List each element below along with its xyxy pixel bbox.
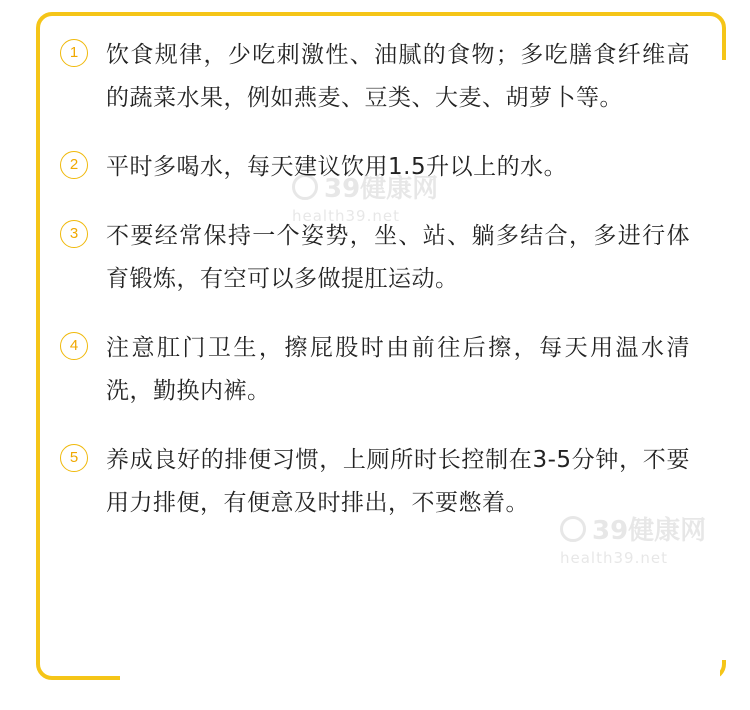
watermark-url-text: health39.net [292,207,400,225]
watermark-url-text: health39.net [560,549,668,567]
list-item-text: 饮食规律，少吃刺激性、油腻的食物；多吃膳食纤维高的蔬菜水果，例如燕麦、豆类、大麦、胡萝卜等。 [106,42,690,111]
list-item-number: 5 [60,444,88,472]
list-item-number: 4 [60,332,88,360]
list-item [60,439,690,525]
list-item [60,146,690,189]
list-item-text: 不要经常保持一个姿势，坐、站、躺多结合，多进行体育锻炼，有空可以多做提肛运动。 [106,223,690,292]
advice-list [60,34,690,525]
list-item [60,327,690,413]
watermark-brand-text: 39健康网 [592,516,707,546]
frame-gap-right [706,60,732,660]
frame-gap-bottom [120,664,720,690]
list-item [60,215,690,301]
list-item-number: 3 [60,220,88,248]
list-item-number: 1 [60,39,88,67]
list-item-text: 注意肛门卫生，擦屁股时由前往后擦，每天用温水清洗，勤换内裤。 [106,335,690,404]
list-item [60,34,690,120]
list-item-number: 2 [60,151,88,179]
watermark-brand-text: 39健康网 [324,174,439,204]
list-item-text: 养成良好的排便习惯，上厕所时长控制在3-5分钟，不要用力排便，有便意及时排出，不要憋着。 [106,447,690,516]
list-item-text: 平时多喝水，每天建议饮用1.5升以上的水。 [106,154,568,180]
